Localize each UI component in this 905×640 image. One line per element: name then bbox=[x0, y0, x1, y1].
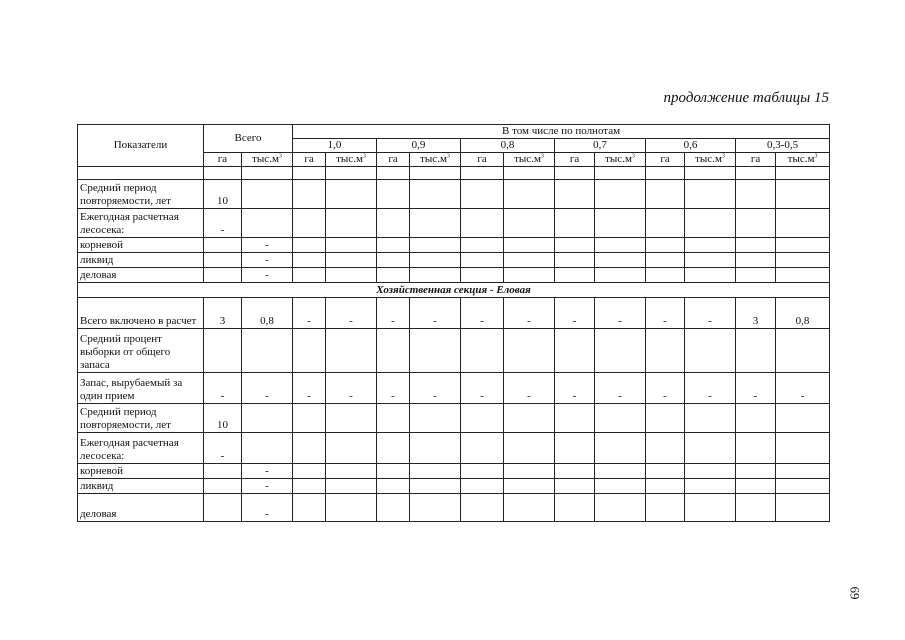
table-cell bbox=[555, 464, 595, 479]
header-unit-ha: га bbox=[646, 153, 685, 167]
table-cell: - bbox=[242, 253, 293, 268]
row-label: Средний период повторяемости, лет bbox=[78, 404, 204, 433]
table-cell: - bbox=[595, 298, 646, 329]
table-cell bbox=[776, 464, 830, 479]
table-cell bbox=[736, 404, 776, 433]
table-cell: - bbox=[377, 373, 410, 404]
table-cell: - bbox=[410, 298, 461, 329]
table-cell bbox=[377, 167, 410, 180]
row-label: деловая bbox=[78, 268, 204, 283]
table-cell bbox=[555, 479, 595, 494]
table-cell bbox=[646, 167, 685, 180]
table-cell bbox=[377, 253, 410, 268]
unit-volume-text: тыс.м bbox=[336, 153, 363, 165]
header-unit-volume bbox=[242, 153, 293, 167]
table-cell: - bbox=[461, 373, 504, 404]
table-cell bbox=[685, 253, 736, 268]
table-cell: - bbox=[685, 298, 736, 329]
header-unit-ha: га bbox=[377, 153, 410, 167]
table-cell bbox=[646, 404, 685, 433]
table-cell bbox=[326, 479, 377, 494]
row-label: Запас, вырубаемый за один прием bbox=[78, 373, 204, 404]
table-cell bbox=[377, 238, 410, 253]
table-cell bbox=[646, 494, 685, 522]
table-cell: - bbox=[555, 373, 595, 404]
unit-volume-sup: 3 bbox=[446, 153, 450, 160]
row-label: Средний период повторяемости, лет bbox=[78, 180, 204, 209]
unit-volume-sup: 3 bbox=[278, 153, 282, 160]
table-cell bbox=[461, 253, 504, 268]
table-cell: - bbox=[242, 373, 293, 404]
table-cell bbox=[685, 433, 736, 464]
table-row bbox=[78, 180, 830, 209]
table-cell bbox=[685, 238, 736, 253]
table-cell bbox=[776, 238, 830, 253]
header-density: 0,6 bbox=[646, 139, 736, 153]
table-cell bbox=[685, 494, 736, 522]
page-number: 69 bbox=[847, 586, 863, 600]
header-density: 0,7 bbox=[555, 139, 646, 153]
table-cell bbox=[646, 180, 685, 209]
table-cell bbox=[377, 464, 410, 479]
row-label: Ежегодная расчетная лесосека: bbox=[78, 433, 204, 464]
table-cell bbox=[595, 329, 646, 373]
table-cell bbox=[242, 329, 293, 373]
table-cell bbox=[504, 180, 555, 209]
unit-volume-sup: 3 bbox=[721, 153, 725, 160]
table-cell: 3 bbox=[736, 298, 776, 329]
unit-volume-sup: 3 bbox=[540, 153, 544, 160]
row-label: Средний процент выборки от общего запаса bbox=[78, 329, 204, 373]
table-cell: 10 bbox=[204, 180, 242, 209]
table-cell: - bbox=[242, 464, 293, 479]
table-cell bbox=[377, 329, 410, 373]
table-cell bbox=[410, 404, 461, 433]
table-cell bbox=[461, 209, 504, 238]
table-cell bbox=[293, 167, 326, 180]
table-cell: 3 bbox=[204, 298, 242, 329]
table-cell bbox=[204, 329, 242, 373]
header-total: Всего bbox=[204, 125, 293, 153]
unit-volume-sup: 3 bbox=[631, 153, 635, 160]
table-cell bbox=[646, 464, 685, 479]
table-cell bbox=[646, 433, 685, 464]
table-cell bbox=[504, 268, 555, 283]
table-cell bbox=[736, 433, 776, 464]
header-unit-volume bbox=[685, 153, 736, 167]
table-cell: - bbox=[410, 373, 461, 404]
table-cell bbox=[555, 494, 595, 522]
table-cell: - bbox=[736, 373, 776, 404]
table-cell bbox=[595, 404, 646, 433]
table-caption: продолжение таблицы 15 bbox=[663, 90, 829, 106]
row-label: Всего включено в расчет bbox=[78, 298, 204, 329]
table-cell bbox=[326, 329, 377, 373]
table-cell bbox=[776, 433, 830, 464]
table-cell: - bbox=[204, 209, 242, 238]
header-unit-volume bbox=[776, 153, 830, 167]
table-cell: - bbox=[242, 238, 293, 253]
table-cell bbox=[326, 209, 377, 238]
table-cell bbox=[504, 253, 555, 268]
table-cell: - bbox=[685, 373, 736, 404]
table-cell: - bbox=[504, 373, 555, 404]
table-cell bbox=[204, 253, 242, 268]
table-cell bbox=[646, 253, 685, 268]
table-cell bbox=[504, 464, 555, 479]
table-cell bbox=[504, 494, 555, 522]
table-cell: - bbox=[646, 298, 685, 329]
unit-volume-text: тыс.м bbox=[514, 153, 541, 165]
table-cell bbox=[595, 167, 646, 180]
table-cell bbox=[293, 253, 326, 268]
table-cell bbox=[410, 479, 461, 494]
table-row bbox=[78, 253, 830, 268]
table-cell: - bbox=[242, 494, 293, 522]
table-cell: - bbox=[646, 373, 685, 404]
table-cell bbox=[555, 329, 595, 373]
table-cell bbox=[377, 268, 410, 283]
row-label: ликвид bbox=[78, 253, 204, 268]
header-unit-ha: га bbox=[555, 153, 595, 167]
header-indicators: Показатели bbox=[78, 125, 204, 167]
table-cell bbox=[326, 180, 377, 209]
table-cell bbox=[326, 464, 377, 479]
header-density: 0,8 bbox=[461, 139, 555, 153]
table-cell bbox=[410, 167, 461, 180]
header-unit-volume bbox=[326, 153, 377, 167]
header-density: 1,0 bbox=[293, 139, 377, 153]
table-cell bbox=[776, 268, 830, 283]
table-cell bbox=[736, 209, 776, 238]
unit-volume-text: тыс.м bbox=[420, 153, 447, 165]
table-cell: - bbox=[242, 479, 293, 494]
table-cell bbox=[736, 464, 776, 479]
table-cell bbox=[204, 268, 242, 283]
table-cell bbox=[377, 404, 410, 433]
table-cell bbox=[204, 167, 242, 180]
table-cell bbox=[776, 167, 830, 180]
table-cell bbox=[504, 433, 555, 464]
header-unit-ha: га bbox=[204, 153, 242, 167]
table-cell bbox=[461, 494, 504, 522]
table-cell bbox=[461, 433, 504, 464]
table-cell bbox=[736, 238, 776, 253]
table-cell bbox=[504, 238, 555, 253]
table-cell bbox=[736, 167, 776, 180]
table-cell bbox=[293, 180, 326, 209]
table-cell bbox=[776, 479, 830, 494]
table-cell bbox=[293, 238, 326, 253]
table-cell bbox=[776, 253, 830, 268]
table-row bbox=[78, 329, 830, 373]
row-label bbox=[78, 167, 204, 180]
table-cell: - bbox=[242, 268, 293, 283]
table-cell bbox=[555, 238, 595, 253]
table-cell: - bbox=[555, 298, 595, 329]
table-cell bbox=[685, 268, 736, 283]
table-cell bbox=[377, 180, 410, 209]
table-cell bbox=[504, 209, 555, 238]
table-cell bbox=[776, 180, 830, 209]
table-cell bbox=[685, 404, 736, 433]
table-cell: - bbox=[461, 298, 504, 329]
table-cell bbox=[326, 253, 377, 268]
header-unit-ha: га bbox=[293, 153, 326, 167]
table-cell bbox=[204, 479, 242, 494]
table-cell bbox=[461, 180, 504, 209]
table-cell bbox=[293, 268, 326, 283]
table-cell bbox=[326, 238, 377, 253]
table-cell bbox=[776, 329, 830, 373]
table-cell bbox=[595, 479, 646, 494]
table-row bbox=[78, 404, 830, 433]
header-unit-ha: га bbox=[461, 153, 504, 167]
table-cell bbox=[326, 433, 377, 464]
table-row bbox=[78, 373, 830, 404]
table-cell bbox=[461, 464, 504, 479]
table-cell bbox=[736, 268, 776, 283]
table-cell bbox=[461, 479, 504, 494]
table-cell bbox=[461, 238, 504, 253]
table-row bbox=[78, 494, 830, 522]
table-cell bbox=[326, 494, 377, 522]
table-cell bbox=[595, 253, 646, 268]
table-cell bbox=[555, 253, 595, 268]
table-cell bbox=[736, 180, 776, 209]
unit-volume-sup: 3 bbox=[814, 153, 818, 160]
table-cell bbox=[242, 404, 293, 433]
table-cell bbox=[410, 209, 461, 238]
table-cell bbox=[646, 329, 685, 373]
forestry-table bbox=[77, 124, 830, 522]
table-cell bbox=[685, 329, 736, 373]
table-cell bbox=[555, 433, 595, 464]
table-cell bbox=[410, 253, 461, 268]
unit-volume-sup: 3 bbox=[362, 153, 366, 160]
table-row bbox=[78, 433, 830, 464]
table-cell bbox=[595, 494, 646, 522]
table-cell bbox=[293, 404, 326, 433]
header-unit-volume bbox=[410, 153, 461, 167]
table-cell: - bbox=[293, 373, 326, 404]
table-cell bbox=[555, 209, 595, 238]
table-cell: - bbox=[204, 373, 242, 404]
table-cell bbox=[555, 167, 595, 180]
table-row bbox=[78, 167, 830, 180]
row-label: Ежегодная расчетная лесосека: bbox=[78, 209, 204, 238]
table-row bbox=[78, 479, 830, 494]
table-cell bbox=[646, 209, 685, 238]
table-cell bbox=[685, 167, 736, 180]
table-cell bbox=[461, 268, 504, 283]
row-label: корневой bbox=[78, 238, 204, 253]
table-cell: - bbox=[326, 373, 377, 404]
table-cell bbox=[595, 268, 646, 283]
table-cell bbox=[555, 180, 595, 209]
table-cell bbox=[410, 268, 461, 283]
header-unit-volume bbox=[595, 153, 646, 167]
section-row bbox=[78, 283, 830, 298]
table-cell bbox=[410, 180, 461, 209]
table-cell bbox=[293, 209, 326, 238]
table-cell bbox=[377, 479, 410, 494]
table-cell bbox=[595, 238, 646, 253]
table-cell bbox=[242, 167, 293, 180]
table-cell bbox=[685, 180, 736, 209]
row-label: деловая bbox=[78, 494, 204, 522]
table-cell bbox=[242, 209, 293, 238]
table-row bbox=[78, 298, 830, 329]
table-cell bbox=[377, 433, 410, 464]
table-cell: - bbox=[377, 298, 410, 329]
header-density: 0,3-0,5 bbox=[736, 139, 830, 153]
table-cell bbox=[326, 268, 377, 283]
table-cell bbox=[685, 479, 736, 494]
row-label: ликвид bbox=[78, 479, 204, 494]
section-title: Хозяйственная секция - Еловая bbox=[78, 283, 830, 298]
table-cell bbox=[461, 167, 504, 180]
table-cell bbox=[410, 433, 461, 464]
table-cell bbox=[736, 329, 776, 373]
table-cell bbox=[293, 433, 326, 464]
table-cell bbox=[242, 433, 293, 464]
table-cell bbox=[504, 404, 555, 433]
table-row bbox=[78, 238, 830, 253]
table-cell: - bbox=[595, 373, 646, 404]
table-cell bbox=[776, 494, 830, 522]
row-label: корневой bbox=[78, 464, 204, 479]
table-cell bbox=[293, 464, 326, 479]
table-cell bbox=[736, 494, 776, 522]
table-cell bbox=[595, 209, 646, 238]
table-cell bbox=[461, 404, 504, 433]
table-row bbox=[78, 209, 830, 238]
table-cell: - bbox=[776, 373, 830, 404]
table-cell bbox=[595, 180, 646, 209]
table-cell bbox=[555, 268, 595, 283]
table-cell bbox=[504, 329, 555, 373]
table-cell bbox=[293, 479, 326, 494]
table-cell bbox=[646, 238, 685, 253]
table-cell: - bbox=[293, 298, 326, 329]
table-cell bbox=[326, 404, 377, 433]
table-cell bbox=[377, 494, 410, 522]
table-cell bbox=[293, 329, 326, 373]
table-row bbox=[78, 268, 830, 283]
table-cell bbox=[242, 180, 293, 209]
table-cell: 10 bbox=[204, 404, 242, 433]
table-cell bbox=[293, 494, 326, 522]
table-cell bbox=[736, 253, 776, 268]
table-cell bbox=[504, 167, 555, 180]
unit-volume-text: тыс.м bbox=[605, 153, 632, 165]
table-cell bbox=[204, 464, 242, 479]
table-cell: - bbox=[326, 298, 377, 329]
table-cell bbox=[504, 479, 555, 494]
header-density: 0,9 bbox=[377, 139, 461, 153]
unit-volume-text: тыс.м bbox=[252, 153, 279, 165]
unit-volume-text: тыс.м bbox=[787, 153, 815, 165]
table-cell bbox=[377, 209, 410, 238]
table-cell: 0,8 bbox=[242, 298, 293, 329]
header-unit-ha: га bbox=[736, 153, 776, 167]
table-cell: - bbox=[504, 298, 555, 329]
table-cell: - bbox=[204, 433, 242, 464]
table-cell bbox=[204, 494, 242, 522]
table-cell bbox=[410, 329, 461, 373]
table-cell bbox=[326, 167, 377, 180]
table-cell: 0,8 bbox=[776, 298, 830, 329]
table-cell bbox=[736, 479, 776, 494]
table-cell bbox=[461, 329, 504, 373]
table-cell bbox=[410, 238, 461, 253]
table-cell bbox=[646, 479, 685, 494]
table-cell bbox=[410, 464, 461, 479]
table-cell bbox=[410, 494, 461, 522]
header-unit-volume bbox=[504, 153, 555, 167]
table-cell bbox=[595, 433, 646, 464]
table-cell bbox=[555, 404, 595, 433]
table-cell bbox=[776, 404, 830, 433]
table-cell bbox=[685, 464, 736, 479]
table-cell bbox=[685, 209, 736, 238]
table-row bbox=[78, 464, 830, 479]
header-by-density: В том числе по полнотам bbox=[293, 125, 830, 139]
table-cell bbox=[646, 268, 685, 283]
unit-volume-text: тыс.м bbox=[695, 153, 722, 165]
table-cell bbox=[204, 238, 242, 253]
table-cell bbox=[595, 464, 646, 479]
table-cell bbox=[776, 209, 830, 238]
